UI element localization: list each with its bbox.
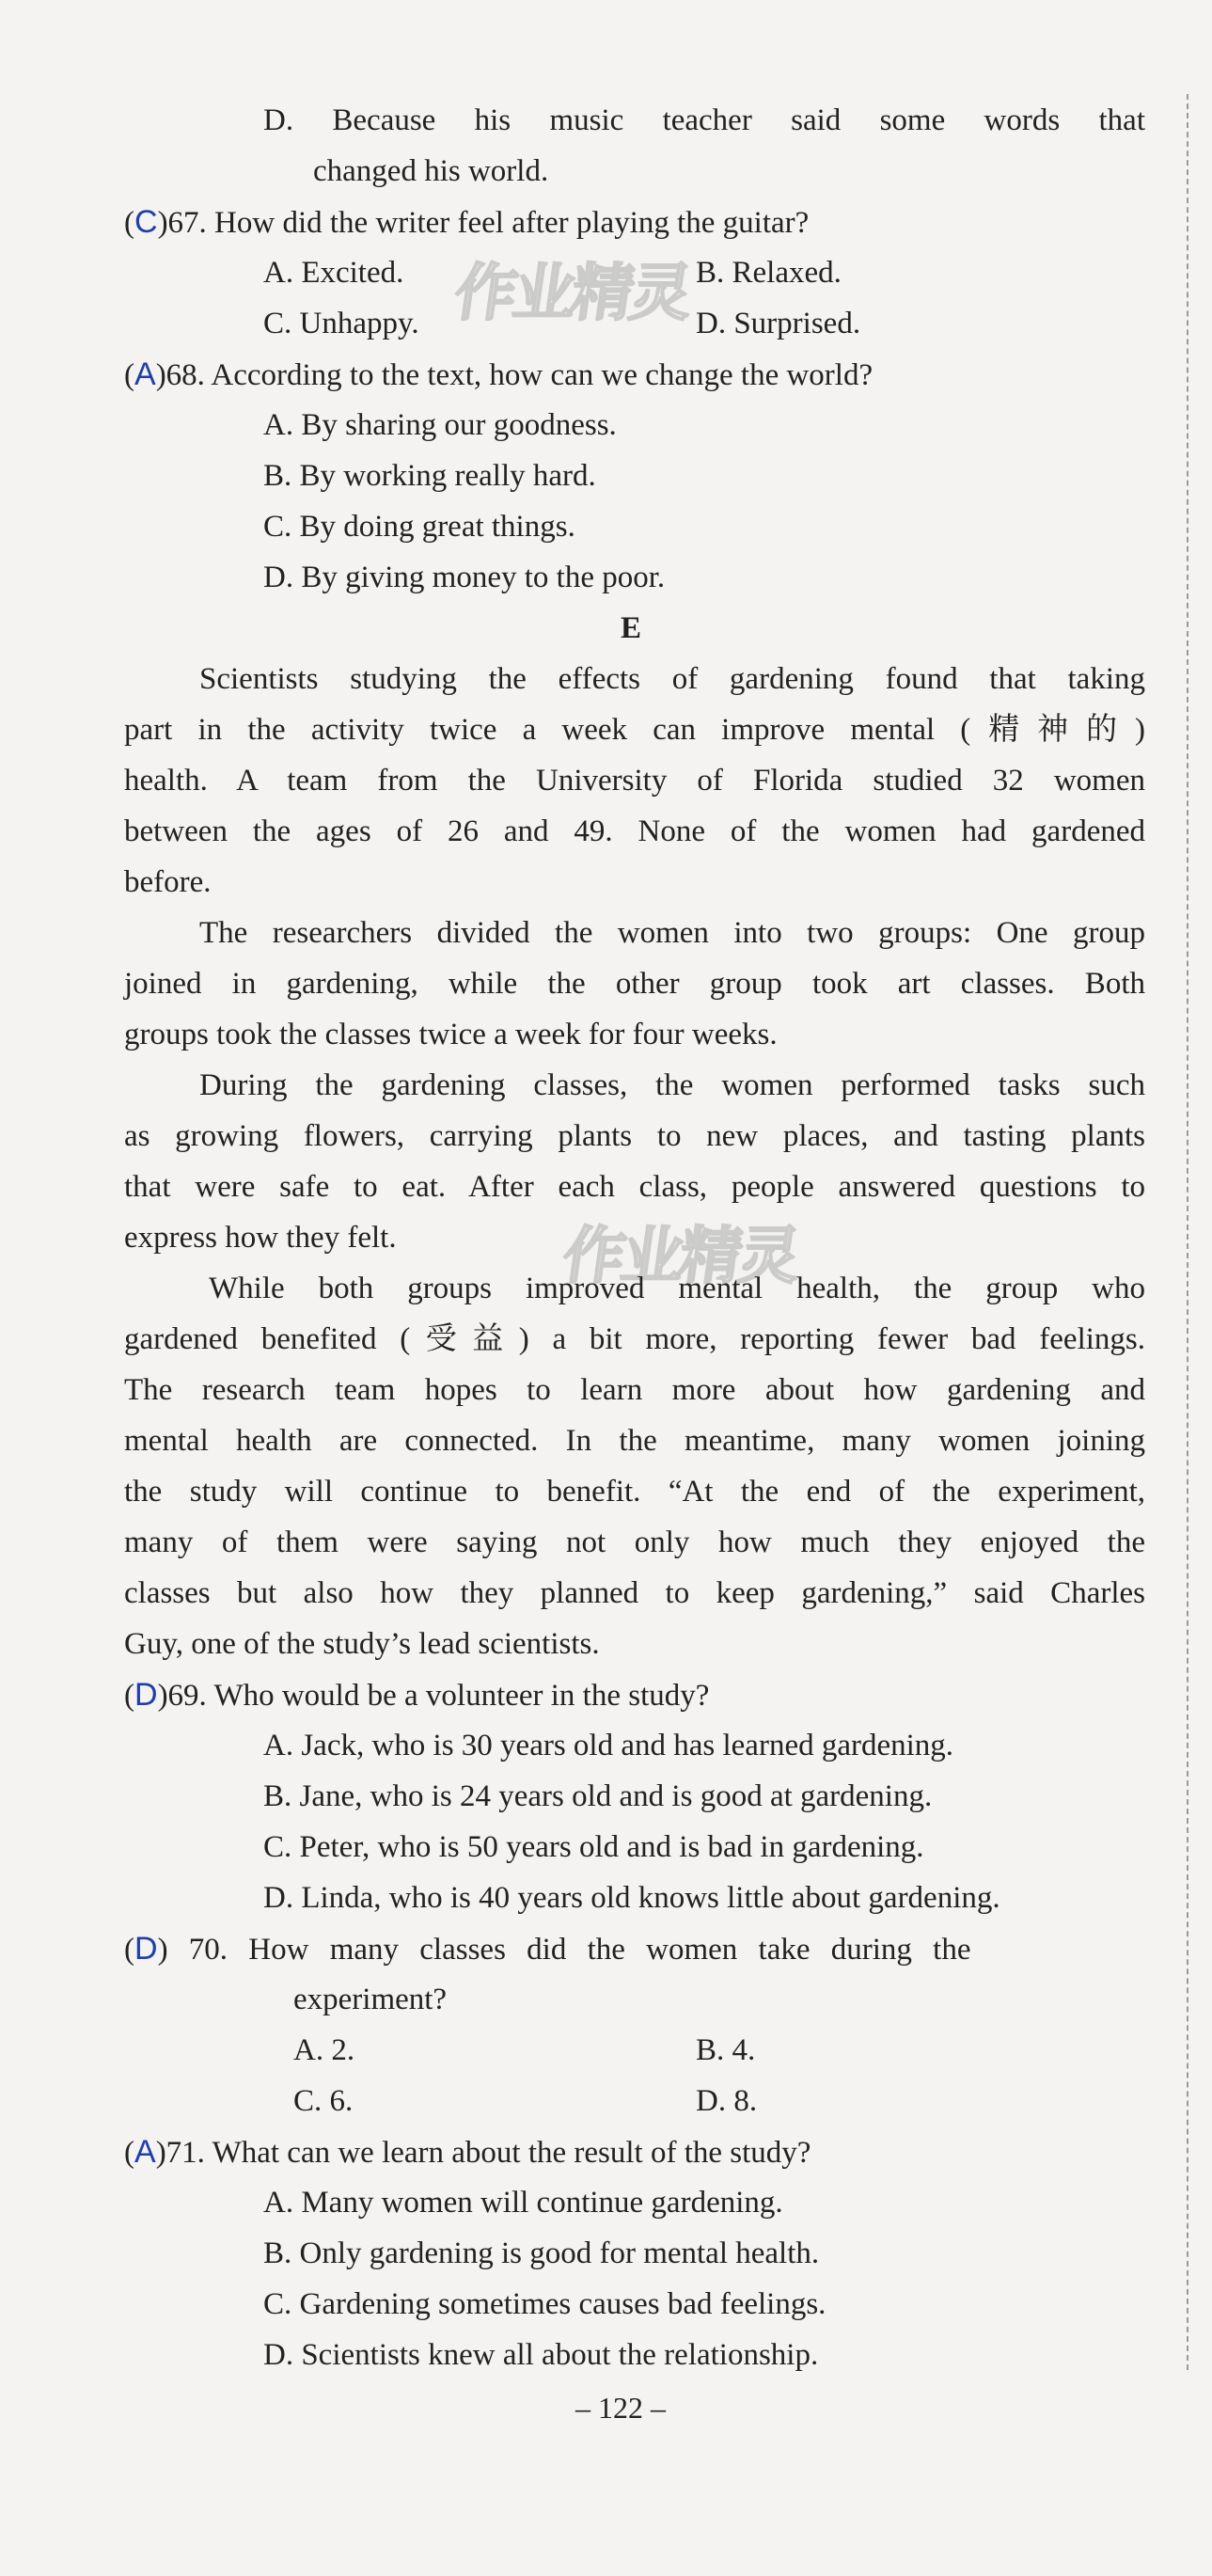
passage-heading: E (621, 611, 642, 645)
q67-option-d: D. Surprised. (696, 307, 861, 340)
q70-option-c: C. 6. (293, 2084, 354, 2118)
q69-option-c: C. Peter, who is 50 years old and is bad in gardening. (263, 1830, 924, 1864)
q66-option-d-line1: D. Because his music teacher said some words that (263, 103, 1145, 137)
q69-option-b: B. Jane, who is 24 years old and is good at gardening. (263, 1779, 933, 1813)
passage-line: that were safe to eat. After each class, people answered questions to (124, 1170, 1145, 1204)
passage-line: mental health are connected. In the meantime, many women joining (124, 1424, 1145, 1458)
q71-option-a: A. Many women will continue gardening. (263, 2186, 783, 2220)
q71-option-c: C. Gardening sometimes causes bad feelings. (263, 2287, 826, 2321)
q66-option-d-line2: changed his world. (313, 154, 549, 188)
answer-67: C (134, 204, 158, 240)
watermark: 作业精灵 (558, 1220, 802, 1292)
question-70: (D) 70. How many classes did the women take during the (124, 1931, 971, 1967)
passage-line: Scientists studying the effects of gardening found that taking (199, 662, 1145, 696)
passage-line: classes but also how they planned to keep gardening,” said Charles (124, 1576, 1145, 1610)
question-70-stem-line1: ) 70. How many classes did the women take during the (157, 1933, 971, 1967)
question-71: (A)71. What can we learn about the result of the study? (124, 2134, 811, 2170)
passage-line: between the ages of 26 and 49. None of the women had gardened (124, 814, 1145, 848)
question-69-stem: )69. Who would be a volunteer in the study? (157, 1679, 710, 1713)
q68-option-c: C. By doing great things. (263, 510, 575, 544)
q70-option-d: D. 8. (696, 2084, 758, 2118)
answer-68: A (134, 356, 156, 392)
passage-line: express how they felt. (124, 1221, 397, 1255)
watermark: 作业精灵 (449, 257, 694, 329)
question-70-stem-line2: experiment? (293, 1983, 448, 2016)
passage-line: part in the activity twice a week can improve mental (精神的) (124, 713, 1145, 747)
question-69: (D)69. Who would be a volunteer in the study? (124, 1677, 710, 1713)
dashed-margin-rule (1187, 94, 1188, 2370)
passage-line: before. (124, 865, 212, 899)
q69-option-d: D. Linda, who is 40 years old knows little about gardening. (263, 1881, 1000, 1915)
passage-line: Guy, one of the study’s lead scientists. (124, 1627, 600, 1661)
passage-line: health. A team from the University of Florida studied 32 women (124, 764, 1145, 798)
question-71-stem: )71. What can we learn about the result of the study? (155, 2136, 811, 2170)
passage-line: joined in gardening, while the other group took art classes. Both (124, 967, 1145, 1001)
passage-line: During the gardening classes, the women performed tasks such (199, 1068, 1145, 1102)
question-67: (C)67. How did the writer feel after playing the guitar? (124, 204, 810, 240)
answer-69: D (134, 1677, 158, 1713)
answer-71: A (134, 2134, 156, 2170)
passage-line: gardened benefited (受益) a bit more, reporting fewer bad feelings. (124, 1322, 1145, 1356)
answer-70: D (134, 1931, 158, 1967)
passage-line: groups took the classes twice a week for four weeks. (124, 1018, 778, 1051)
q71-option-b: B. Only gardening is good for mental health. (263, 2236, 820, 2270)
q67-option-b: B. Relaxed. (696, 256, 842, 290)
q71-option-d: D. Scientists knew all about the relationship. (263, 2338, 819, 2372)
q70-option-b: B. 4. (696, 2033, 756, 2067)
passage-line: as growing flowers, carrying plants to new places, and tasting plants (124, 1119, 1145, 1153)
q68-option-b: B. By working really hard. (263, 459, 596, 493)
q70-option-a: A. 2. (293, 2033, 355, 2067)
q69-option-a: A. Jack, who is 30 years old and has learned gardening. (263, 1729, 954, 1762)
passage-line: many of them were saying not only how much they enjoyed the (124, 1525, 1145, 1559)
passage-line: While both groups improved mental health, the group who (209, 1272, 1145, 1305)
q68-option-d: D. By giving money to the poor. (263, 561, 666, 594)
q67-option-a: A. Excited. (263, 256, 404, 290)
passage-line: The researchers divided the women into two groups: One group (199, 916, 1145, 950)
passage-line: The research team hopes to learn more about how gardening and (124, 1373, 1145, 1407)
q68-option-a: A. By sharing our goodness. (263, 408, 617, 442)
page-number: – 122 – (575, 2391, 666, 2425)
question-68-stem: )68. According to the text, how can we change the world? (155, 358, 874, 392)
passage-line: the study will continue to benefit. “At the end of the experiment, (124, 1475, 1145, 1509)
question-68: (A)68. According to the text, how can we change the world? (124, 356, 874, 392)
q67-option-c: C. Unhappy. (263, 307, 419, 340)
question-67-stem: )67. How did the writer feel after playing the guitar? (157, 206, 810, 240)
